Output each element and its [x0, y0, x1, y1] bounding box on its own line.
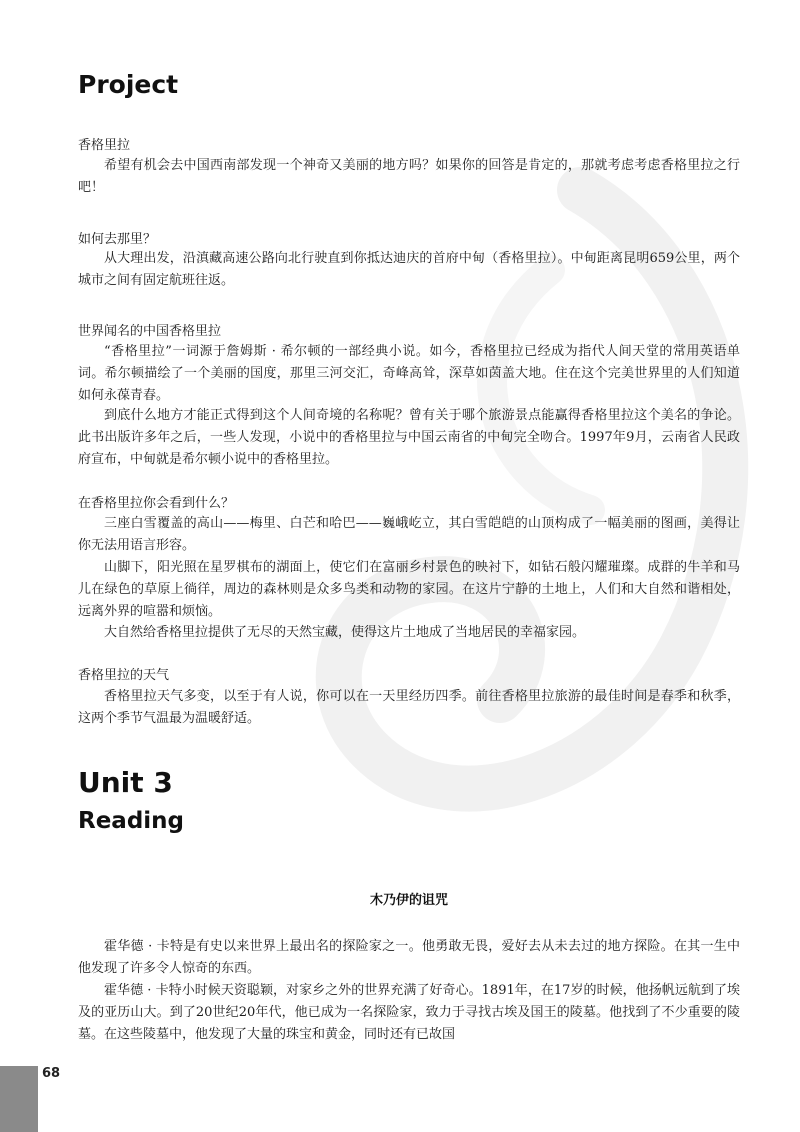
project-heading: Project [78, 70, 179, 99]
section-title-world-famous: 世界闻名的中国香格里拉 [78, 324, 222, 339]
story-title: 木乃伊的诅咒 [369, 893, 448, 908]
paragraph: 希望有机会去中国西南部发现一个神奇又美丽的地方吗？如果你的回答是肯定的，那就考虑考虑香格里拉之行吧！ [78, 158, 740, 195]
reading-subheading: Reading [78, 808, 185, 834]
section-title-shangrila: 香格里拉 [78, 138, 131, 153]
page-corner-tab [0, 1066, 38, 1132]
paragraph: “香格里拉”一词源于詹姆斯 · 希尔顿的一部经典小说。如今，香格里拉已经成为指代人间天堂的常用英语单词。希尔顿描绘了一个美丽的国度，那里三河交汇，奇峰高耸，深草如茵盖大地。住在这个完美世界里的人们知道如何永葆青春。 [78, 344, 740, 403]
page-number: 68 [42, 1066, 61, 1081]
section-title-weather: 香格里拉的天气 [78, 668, 170, 683]
section-title-how-to-get-there: 如何去那里？ [78, 232, 157, 247]
paragraph: 从大理出发，沿滇藏高速公路向北行驶直到你抵达迪庆的首府中甸（香格里拉）。中甸距离昆明659公里，两个城市之间有固定航班往返。 [78, 251, 740, 288]
paragraph: 香格里拉天气多变，以至于有人说，你可以在一天里经历四季。前往香格里拉旅游的最佳时间是春季和秋季，这两个季节气温最为温暖舒适。 [78, 689, 740, 726]
paragraph: 霍华德 · 卡特小时候天资聪颖，对家乡之外的世界充满了好奇心。1891年，在17岁的时候，他扬帆远航到了埃及的亚历山大。到了20世纪20年代，他已成为一名探险家，致力于寻找古埃及国王的陵墓。他找到了不少重要的陵墓。在这些陵墓中，他发现了大量的珠宝和黄金，同时还有已故国 [78, 983, 740, 1042]
paragraph: 到底什么地方才能正式得到这个人间奇境的名称呢？曾有关于哪个旅游景点能赢得香格里拉这个美名的争论。此书出版许多年之后，一些人发现，小说中的香格里拉与中国云南省的中甸完全吻合。1997年9月，云南省人民政府宣布，中甸就是希尔顿小说中的香格里拉。 [78, 408, 740, 467]
unit-heading: Unit 3 [78, 766, 173, 799]
paragraph: 山脚下，阳光照在星罗棋布的湖面上，使它们在富丽乡村景色的映衬下，如钻石般闪耀璀璨。成群的牛羊和马儿在绿色的草原上徜徉，周边的森林则是众多鸟类和动物的家园。在这片宁静的土地上，人们和大自然和谐相处，远离外界的喧嚣和烦恼。 [78, 560, 740, 619]
paragraph: 三座白雪覆盖的高山——梅里、白芒和哈巴——巍峨屹立，其白雪皑皑的山顶构成了一幅美丽的图画，美得让你无法用语言形容。 [78, 516, 740, 553]
paragraph: 霍华德 · 卡特是有史以来世界上最出名的探险家之一。他勇敢无畏，爱好去从未去过的地方探险。在其一生中他发现了许多令人惊奇的东西。 [78, 939, 740, 976]
paragraph: 大自然给香格里拉提供了无尽的天然宝藏，使得这片土地成了当地居民的幸福家园。 [104, 625, 586, 640]
section-title-what-to-see: 在香格里拉你会看到什么？ [78, 496, 235, 511]
